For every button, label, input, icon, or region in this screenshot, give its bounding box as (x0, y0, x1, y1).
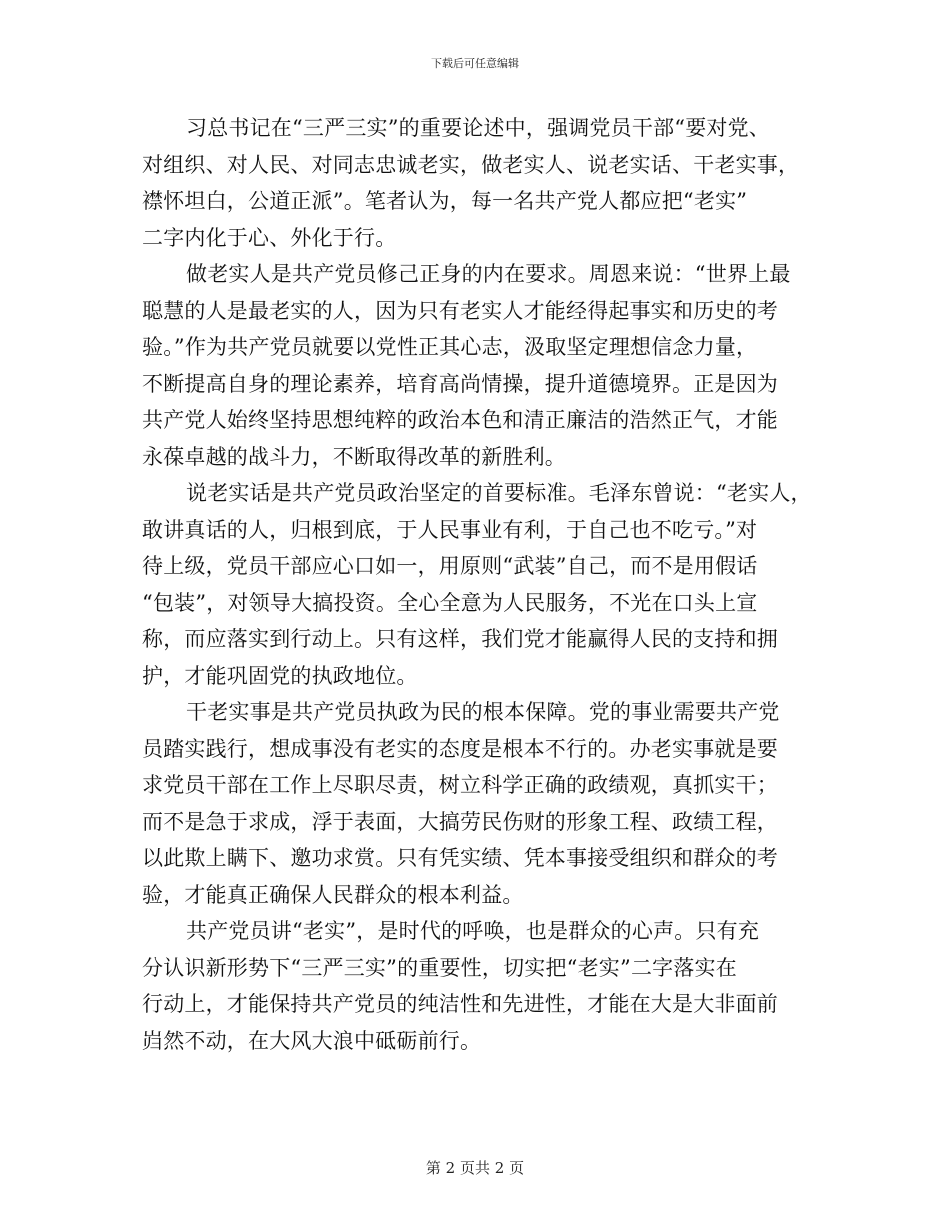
text-line: 护，才能巩固党的执政地位。 (142, 663, 418, 688)
text-line: 共产党人始终坚持思想纯粹的政治本色和清正廉洁的浩然正气，才能 (142, 408, 778, 432)
text-line: 二字内化于心、外化于行。 (142, 225, 397, 250)
text-line: 而不是急于求成，浮于表面，大搞劳民伤财的形象工程、政绩工程， (142, 809, 778, 834)
text-line: 做老实人是共产党员修己正身的内在要求。周恩来说：“世界上最 (186, 262, 791, 286)
paragraph-5 (142, 913, 832, 1059)
text-line: 求党员干部在工作上尽职尽责，树立科学正确的政绩观，真抓实干； (142, 773, 778, 797)
text-line: 员踏实践行，想成事没有老实的态度是根本不行的。办老实事就是要 (142, 736, 778, 761)
page-footer: 第 2 页共 2 页 (425, 1159, 525, 1177)
text-line: 干老实事是共产党员执政为民的根本保障。党的事业需要共产党 (186, 700, 780, 724)
paragraph-2 (142, 256, 832, 475)
text-line: 共产党员讲“老实”，是时代的呼唤，也是群众的心声。只有充 (186, 919, 760, 943)
text-line: 待上级，党员干部应心口如一，用原则“武装”自己，而不是用假话 (142, 554, 758, 578)
text-line: 永葆卓越的战斗力，不断取得改革的新胜利。 (142, 444, 566, 469)
page-header: 下载后可任意编辑 (431, 57, 519, 70)
paragraph-1 (142, 110, 832, 256)
text-line: 敢讲真话的人，归根到底，于人民事业有利，于自己也不吃亏。”对 (142, 517, 758, 542)
text-line: 习总书记在“三严三实”的重要论述中，强调党员干部“要对党、 (186, 116, 771, 140)
text-line: “包装”，对领导大搞投资。全心全意为人民服务，不光在口头上宣 (142, 590, 758, 615)
text-line: 以此欺上瞒下、邀功求赏。只有凭实绩、凭本事接受组织和群众的考 (142, 846, 778, 870)
text-line: 说老实话是共产党员政治坚定的首要标准。毛泽东曾说：“老实人， (186, 481, 812, 505)
document-body (142, 110, 832, 1059)
text-line: 验。”作为共产党员就要以党性正其心志，汲取坚定理想信念力量， (142, 335, 758, 359)
text-line: 行动上，才能保持共产党员的纯洁性和先进性，才能在大是大非面前 (142, 992, 778, 1016)
text-line: 对组织、对人民、对同志忠诚老实，做老实人、说老实话、干老实事， (142, 152, 800, 177)
text-line: 分认识新形势下“三严三实”的重要性，切实把“老实”二字落实在 (142, 955, 737, 980)
text-line: 聪慧的人是最老实的人，因为只有老实人才能经得起事实和历史的考 (142, 298, 778, 323)
text-line: 称，而应落实到行动上。只有这样，我们党才能赢得人民的支持和拥 (142, 627, 778, 651)
paragraph-4 (142, 694, 832, 913)
text-line: 验，才能真正确保人民群众的根本利益。 (142, 882, 524, 907)
paragraph-3 (142, 475, 832, 694)
text-line: 襟怀坦白，公道正派”。笔者认为，每一名共产党人都应把“老实” (142, 189, 748, 213)
text-line: 不断提高自身的理论素养，培育高尚情操，提升道德境界。正是因为 (142, 371, 778, 396)
text-line: 岿然不动，在大风大浪中砥砺前行。 (142, 1028, 482, 1053)
